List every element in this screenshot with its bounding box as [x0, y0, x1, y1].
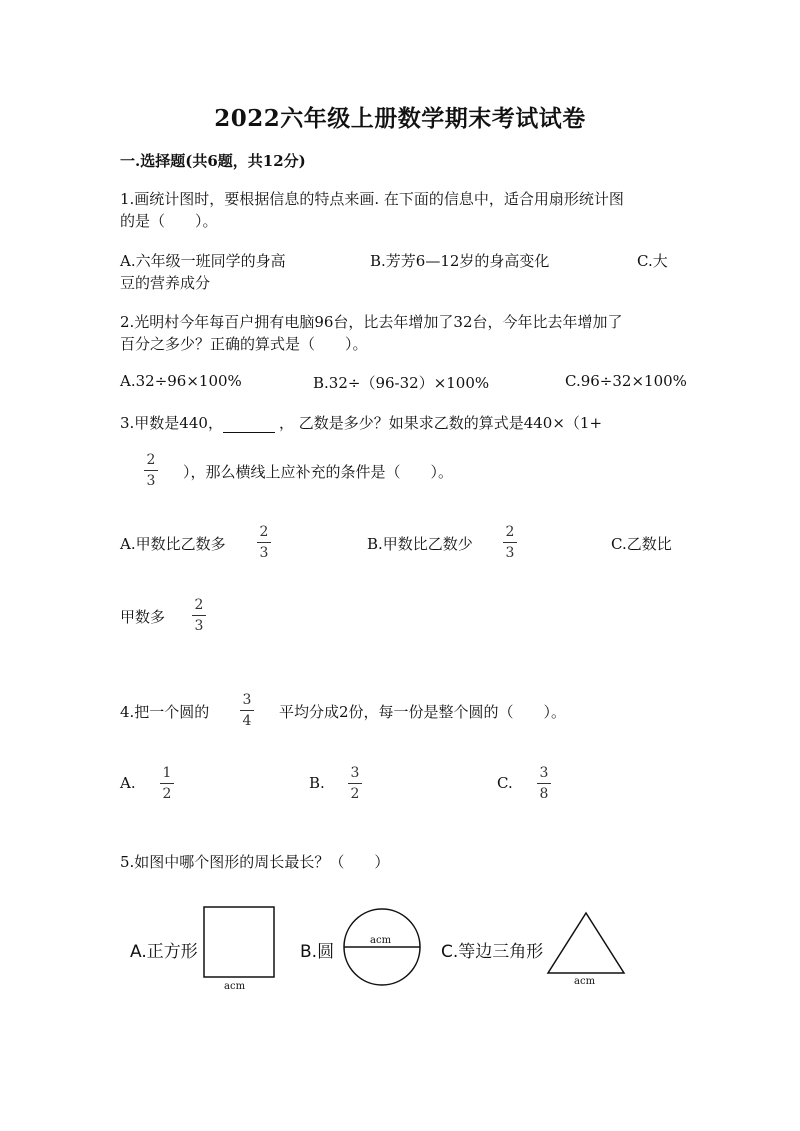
fraction-numerator: 2: [259, 524, 269, 540]
q1-option-b: B.芳芳6—12岁的身高变化: [370, 252, 550, 270]
q5-figure-a-label: A.正方形: [130, 942, 198, 962]
q5-figures: [0, 895, 800, 1005]
q1-line2: 的是（ ）。: [120, 212, 218, 230]
section-heading: 一.选择题(共6题，共12分): [120, 152, 306, 170]
fraction-bar: [503, 542, 517, 543]
q3-option-a: A.甲数比乙数多: [120, 535, 226, 553]
fraction-bar: [240, 710, 254, 711]
fraction-numerator: 1: [162, 765, 172, 781]
fraction-bar: [192, 615, 206, 616]
q2-line1: 2.光明村今年每百户拥有电脑96台，比去年增加了32台，今年比去年增加了: [120, 313, 623, 331]
q2-option-a: A.32÷96×100%: [120, 372, 242, 390]
q4-fraction: [235, 692, 259, 729]
q3-line1: [120, 412, 602, 433]
q4-option-a-fraction: [155, 765, 179, 802]
fraction-numerator: 3: [539, 765, 549, 781]
q3-option-c-continued: 甲数多: [120, 608, 166, 626]
page-title: 2022六年级上册数学期末考试试卷: [214, 105, 586, 132]
q4-text-end: 平均分成2份，每一份是整个圆的（ ）。: [279, 703, 567, 721]
q4-option-b-fraction: [343, 765, 367, 802]
q3-option-b-fraction: [498, 524, 522, 561]
q1-line1: 1.画统计图时，要根据信息的特点来画. 在下面的信息中，适合用扇形统计图: [120, 190, 624, 208]
fraction-denominator: 8: [539, 786, 549, 802]
triangle-side-label: acm: [574, 976, 596, 987]
fraction-denominator: 2: [162, 786, 172, 802]
q1-option-c-continued: 豆的营养成分: [120, 274, 211, 292]
fraction-numerator: 2: [505, 524, 515, 540]
q3-fraction: [139, 452, 163, 489]
square-shape: [204, 907, 274, 977]
square-side-label: acm: [224, 981, 246, 992]
fraction-bar: [257, 542, 271, 543]
fraction-bar: [537, 783, 551, 784]
fraction-denominator: 3: [505, 545, 515, 561]
q3-option-b: B.甲数比乙数少: [367, 535, 473, 553]
q1-option-c: C.大: [637, 252, 668, 270]
fraction-denominator: 3: [259, 545, 269, 561]
q5-figure-c-label: C.等边三角形: [441, 942, 544, 962]
fraction-numerator: 2: [194, 597, 204, 613]
q4-option-b: B.: [309, 774, 325, 792]
fraction-numerator: 2: [146, 452, 156, 468]
q4-text-start: 4.把一个圆的: [120, 703, 210, 721]
fraction-numerator: 3: [350, 765, 360, 781]
fraction-denominator: 3: [146, 473, 156, 489]
triangle-shape: [548, 913, 624, 973]
fraction-numerator: 3: [242, 692, 252, 708]
q4-option-c-fraction: [532, 765, 556, 802]
fraction-bar: [144, 470, 158, 471]
q3-line1-end: ， 乙数是多少？如果求乙数的算式是440×（1+: [278, 414, 603, 432]
q3-option-c: C.乙数比: [611, 535, 672, 553]
fraction-bar: [348, 783, 362, 784]
q3-line1-start: 3.甲数是440，: [120, 414, 223, 432]
q3-option-c-fraction: [187, 597, 211, 634]
q4-option-c: C.: [497, 774, 513, 792]
q3-option-a-fraction: [252, 524, 276, 561]
q1-option-a: A.六年级一班同学的身高: [120, 252, 286, 270]
q4-option-a: A.: [120, 774, 136, 792]
fraction-bar: [160, 783, 174, 784]
q3-line2: ），那么横线上应补充的条件是（ ）。: [183, 463, 454, 481]
circle-diameter-label: acm: [370, 935, 392, 946]
q2-option-b: B.32÷（96-32）×100%: [313, 374, 490, 392]
q5-text: 5.如图中哪个图形的周长最长？（ ）: [120, 853, 390, 871]
q2-option-c: C.96÷32×100%: [565, 372, 687, 390]
fraction-denominator: 4: [242, 713, 252, 729]
q5-figure-b-label: B.圆: [300, 942, 335, 962]
q3-fill-blank: [223, 418, 275, 433]
q2-line2: 百分之多少？正确的算式是（ ）。: [120, 335, 368, 353]
fraction-denominator: 3: [194, 618, 204, 634]
fraction-denominator: 2: [350, 786, 360, 802]
